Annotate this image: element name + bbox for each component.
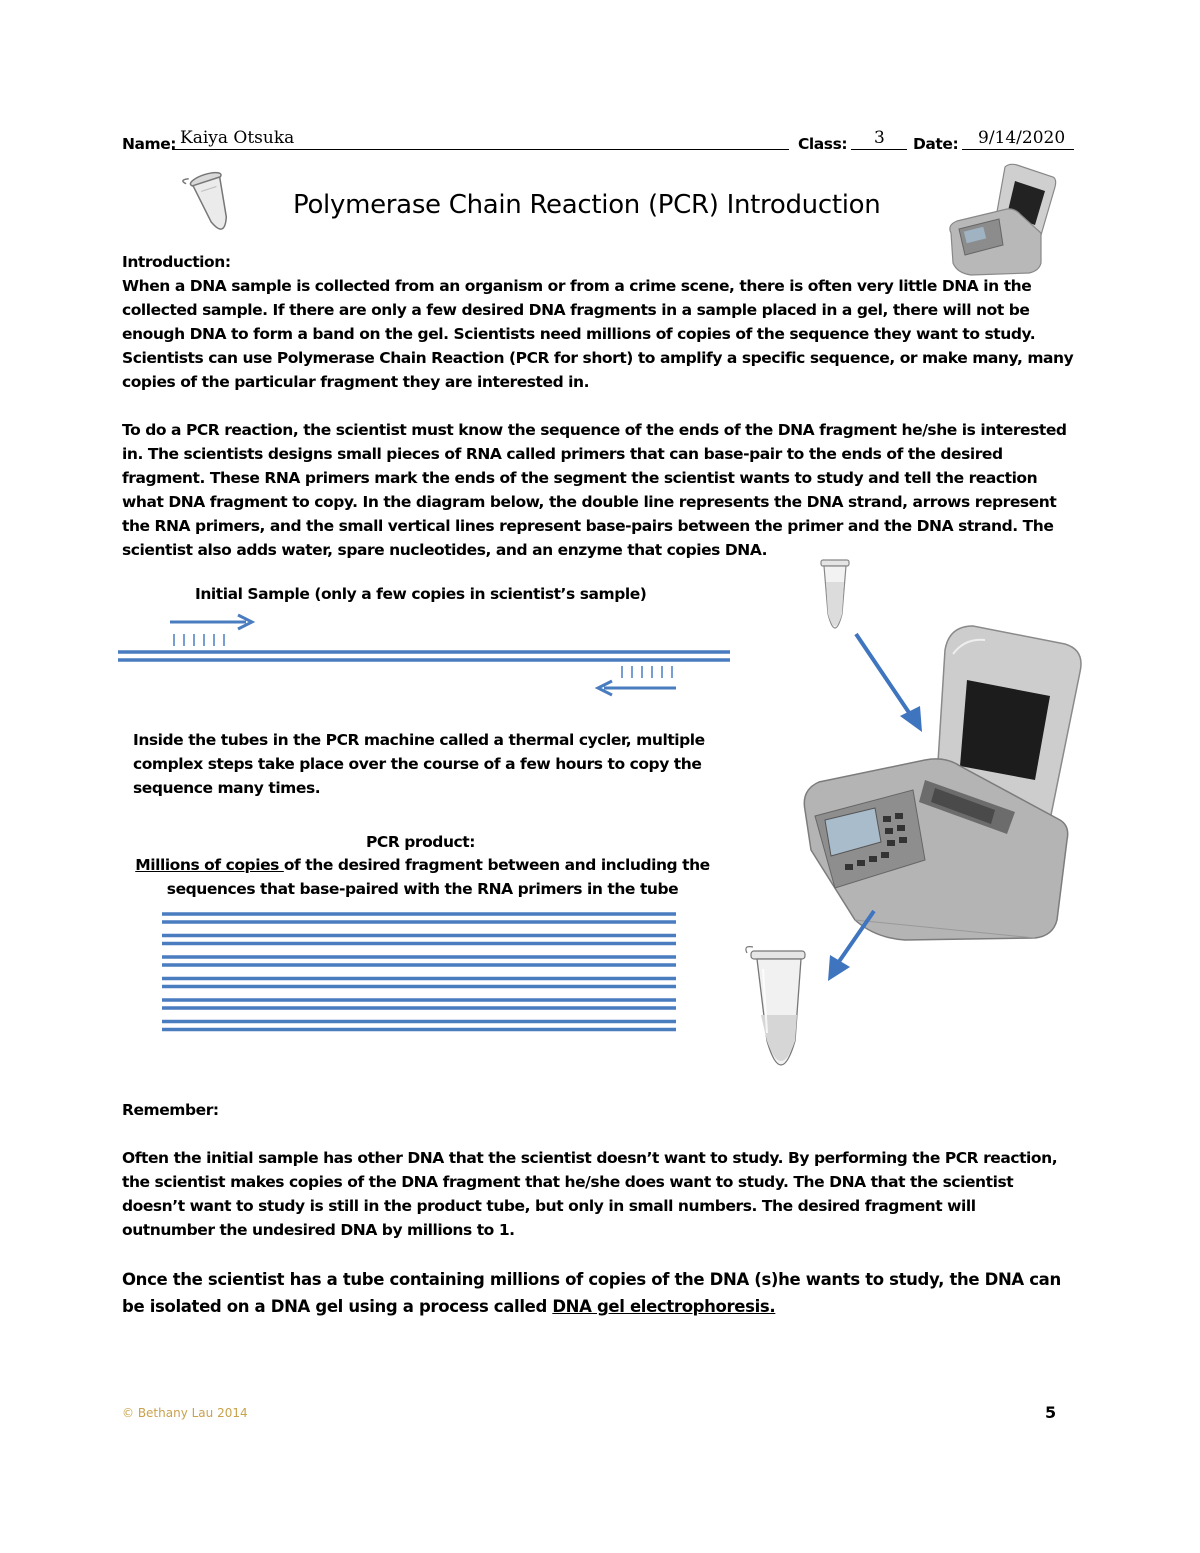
class-value: 3 (874, 128, 885, 148)
product-underlined: Millions of copies (135, 856, 284, 874)
remember-heading: Remember: (122, 1101, 219, 1119)
remember-paragraph-2-lead: Once the scientist has a tube containing millions of copies of the DNA (s)he wants to study, the DNA can be isolated on a DNA gel using a process called (122, 1270, 1061, 1316)
gel-electrophoresis-link[interactable]: DNA gel electrophoresis. (552, 1297, 776, 1316)
date-value: 9/14/2020 (978, 128, 1066, 148)
machine-description: Inside the tubes in the PCR machine called a thermal cycler, multiple complex steps take place over the course of a few hours to copy the sequence many times. (133, 731, 705, 797)
date-label: Date: (913, 135, 959, 153)
class-line (851, 149, 907, 150)
base-pairs-top (174, 634, 224, 646)
product-rest: of the desired fragment between and including the sequences that base-paired with the RNA primers in the tube (166, 856, 710, 898)
date-line (962, 149, 1074, 150)
name-label: Name: (122, 135, 177, 153)
page-title: Polymerase Chain Reaction (PCR) Introduction (293, 190, 881, 220)
product-heading: PCR product: (366, 833, 475, 851)
base-pairs-bottom (622, 666, 672, 678)
name-value: Kaiya Otsuka (180, 128, 295, 148)
copyright: © Bethany Lau 2014 (122, 1406, 248, 1420)
initial-sample-diagram (110, 608, 750, 698)
page-number: 5 (1045, 1403, 1057, 1422)
thermal-cycler-icon (795, 620, 1095, 950)
microtube-icon (745, 945, 815, 1085)
initial-sample-label: Initial Sample (only a few copies in scientist’s sample) (195, 585, 647, 603)
intro-paragraph-1: When a DNA sample is collected from an organism or from a crime scene, there is often very little DNA in the collected sample. If there are only a few desired DNA fragments in a sample placed in a gel, there will not be enough DNA to form a band on the gel. Scientists need millions of copies of the sequence they want to study. Scientists can use Polymerase Chain Reaction (PCR for short) to amplify a specific sequence, or make many, many copies of the particular fragment they are interested in. (122, 277, 1074, 391)
remember-paragraph-2 (122, 1266, 1072, 1320)
class-label: Class: (798, 135, 848, 153)
name-line (172, 149, 789, 150)
intro-paragraph-2: To do a PCR reaction, the scientist must know the sequence of the ends of the DNA fragment he/she is interested in. The scientists designs small pieces of RNA called primers that can base-pair to the ends of the desired fragment. These RNA primers mark the ends of the segment the scientist wants to study and tell the reaction what DNA fragment to copy. In the diagram below, the double line represents the DNA strand, arrows represent the RNA primers, and the small vertical lines represent base-pairs between the primer and the DNA strand. The scientist also adds water, spare nucleotides, and an enzyme that copies DNA. (122, 421, 1067, 559)
intro-heading: Introduction: (122, 253, 231, 271)
pcr-product-diagram (160, 908, 680, 1038)
product-description (130, 853, 715, 901)
microtube-icon (185, 168, 245, 248)
remember-paragraph-1: Often the initial sample has other DNA that the scientist doesn’t want to study. By performing the PCR reaction, the scientist makes copies of the DNA fragment that he/she does want to study. The DNA that the scientist doesn’t want to study is still in the product tube, but only in small numbers. The desired fragment will outnumber the undesired DNA by millions to 1. (122, 1149, 1058, 1239)
arrow-icon (822, 905, 882, 985)
